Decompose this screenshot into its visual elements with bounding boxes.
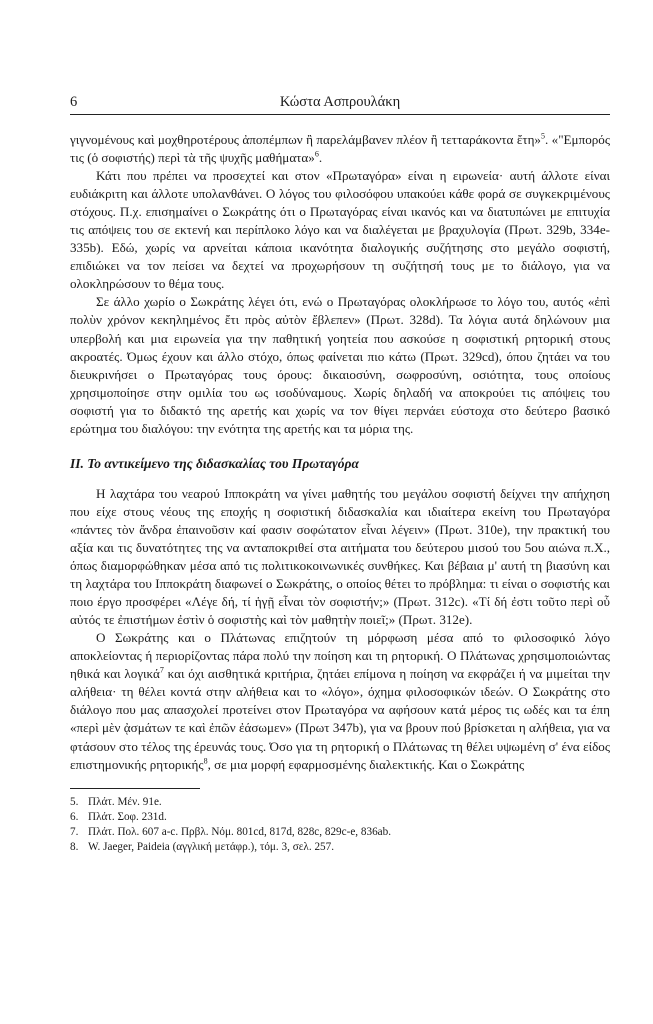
paragraph-other-passage: Σε άλλο χωρίο ο Σωκράτης λέγει ότι, ενώ ο Πρωταγόρας ολοκλήρωσε το λόγο του, αυτός «ἐπὶ πολὺν χρόνον κεκηλημένος ἔτι πρὸς αὐτὸν ἔβλεπεν» (Πρωτ. 328d). Τα λόγια αυτά δηλώνουν μια υπερβολή και μια ειρωνεία για την παθητική γοητεία που ασκούσε η σοφιστική ρητορική στους ακροατές. Όμως έχουν και άλλο στόχο, όπως φαίνεται πιο κάτω (Πρωτ. 329cd), όπου ζητάει να του διευκρινήσει ο Πρωταγόρας τους όρους: δικαιοσύνη, σωφροσύνη, οσιότητα, τους οποίους χρησιμοποίησε στην ομιλία του ως ισοδύναμους. Χωρίς δηλαδή να αποκρούει τις απόψεις του σοφιστή για το διδακτό της αρετής και χωρίς να τον θίγει περνάει εύστοχα στο δεύτερο βασικό ερώτημα του διαλόγου: την ενότητα της αρετής και τα μόρια της. — [70, 294, 610, 436]
footnote-divider — [70, 788, 200, 789]
footnote-ref-7: 7 — [159, 665, 164, 675]
footnote-5: 5. Πλάτ. Μέν. 91e. — [70, 795, 162, 808]
footnote-7: 7. Πλάτ. Πολ. 607 a-c. Πρβλ. Νόμ. 801cd, 817d, 828c, 829c-e, 836ab. — [70, 826, 392, 838]
footnote-ref-8: 8 — [203, 756, 208, 766]
footnote-ref-6: 6 — [314, 149, 319, 159]
footnote-8: 8. W. Jaeger, Paideia (αγγλική μετάφρ.), τόμ. 3, σελ. 257. — [70, 841, 335, 854]
footnote-ref-5: 5 — [540, 131, 545, 141]
paragraph-continuation: γιγνομένους καὶ μοχθηροτέρους ἀποπέμπων ἢ παρελάμβανεν πλέον ἢ τετταράκοντα ἔτη»$^5$. «"Εμπορός τις (ὁ σοφιστής) περὶ τὰ τῆς ψυχῆς μαθήματα»$^6$. — [70, 131, 611, 166]
book-page — [70, 92, 610, 855]
page-number: 6 — [70, 94, 78, 110]
footnote-6: 6. Πλάτ. Σοφ. 231d. — [70, 810, 167, 823]
section-heading: ΙΙ. Το αντικείμενο της διδασκαλίας του Πρωταγόρα — [70, 455, 359, 471]
paragraph-irony: Κάτι που πρέπει να προσεχτεί και στον «Πρωταγόρα» είναι η ειρωνεία· αυτή άλλοτε είναι ευδιάκριτη και άλλοτε υπολανθάνει. Ο λόγος του φιλοσόφου υπακούει κάθε φορά σε συγκεκριμένους στόχους. Π.χ. επισημαίνει ο Σωκράτης ότι ο Πρωταγόρας είναι ικανός και να διατυπώνει με επιτυχία τις απόψεις του σε εκτενή και περίπλοκο λόγο και να διαλέγεται με βραχυλογία (Πρωτ. 329b, 334e-335b). Εδώ, χωρίς να αρνείται κάποια ικανότητα διαλογικής συζήτησης στο μεγάλο σοφιστή, επιδιώκει να τον πείσει να δεχτεί να προχωρήσουν τη συζήτησή τους με το διάλογο, για να ολοκληρώσουν το θέμα τους. — [70, 168, 610, 292]
main-text — [70, 131, 610, 774]
running-head-author: Κώστα Ασπρουλάκη — [279, 94, 401, 110]
paragraph-hippocrates: Η λαχτάρα του νεαρού Ιπποκράτη να γίνει μαθητής του μεγάλου σοφιστή δείχνει την απήχηση που είχε στους νέους της εποχής η σοφιστική διδασκαλία και ιδιαίτερα εκείνη του Πρωταγόρα «πάντες τὸν ἄνδρα ἐπαινοῦσιν καί φασιν σοφώτατον εἶναι λέγειν» (Πρωτ. 310e), την πρακτική του αξία και τις δυνατότητες της να ανταποκριθεί στα αιτήματα του δεύτερου μισού του 5ου αιώνα π.Χ., όπως διαμορφώθηκαν μέσα από τις πολιτικοκοινωνικές συνθήκες. Και βέβαια μ' αυτή τη βιασύνη και τη λαχτάρα του Ιπποκράτη διαφωνεί ο Σωκράτης, ο οποίος θέτει το πρόβλημα: τι είναι ο σοφιστής και ποιο έργο προσφέρει «Λέγε δή, τί ἡγῇ εἶναι τὸν σοφιστήν;» (Πρωτ. 312c). «Τί δή ἐστι τοῦτο περὶ οὗ αὐτός τε ἐπιστήμων ἐστὶν ὁ σοφιστὴς καὶ τὸν μαθητὴν ποιεῖ;» (Πρωτ. 312e). — [70, 485, 610, 628]
footnotes — [70, 795, 610, 856]
running-header — [70, 92, 610, 115]
paragraph-education: Ο Σωκράτης και ο Πλάτωνας επιζητούν τη μόρφωση μέσα από το φιλοσοφικό λόγο αποκλείοντας ή περιορίζοντας πάρα πολύ την ποίηση και τη ρητορική. Ο Πλάτωνας χρησιμοποιώντας ηθικά και λογικά$^7$ και όχι αισθητικά κριτήρια, ζητάει επίμονα η ποίηση να εκφράζει ή να μιμείται την αλήθεια· τη θέλει κοντά στην αλήθεια και το «λόγο», όχημα φιλοσοφικών ιδεών. Ο Σωκράτης στο διάλογο που μας απασχολεί προτείνει στον Πρωταγόρα να αφήσουν κατά μέρος τις ωδές και τα έπη «περὶ μὲν ᾀσμάτων τε καὶ ἐπῶν ἐάσωμεν» (Πρωτ 347b), για να βρουν πού βρίσκεται η αλήθεια, για να φτάσουν στο τέλος της έρευνάς τους. Όσο για τη ρητορική ο Πλάτωνας τη θέλει υψωμένη σ' ένα είδος επιστημονικής ρητορικής$^8$, σε μια μορφή εφαρμοσμένης διαλεκτικής. Και ο Σωκράτης — [70, 630, 610, 772]
